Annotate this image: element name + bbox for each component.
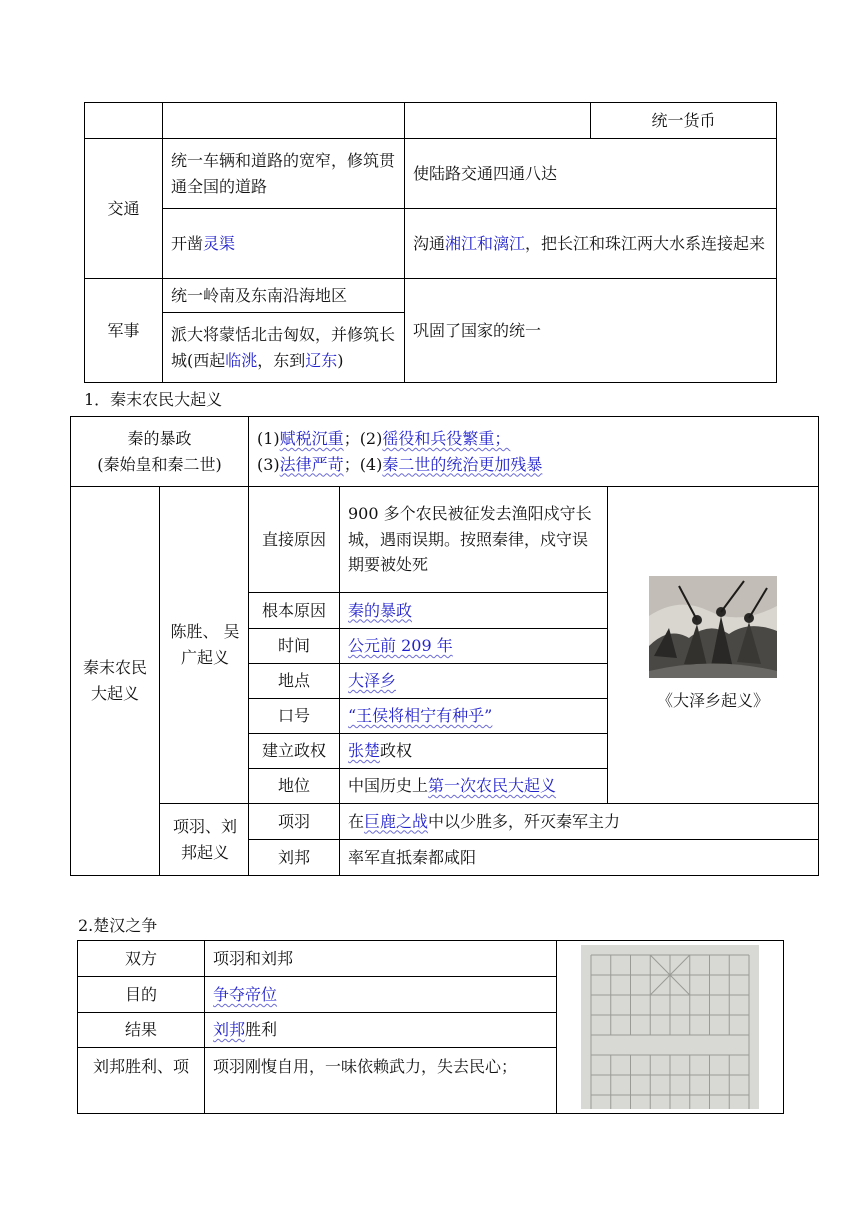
row-value — [340, 629, 608, 664]
empty-cell — [163, 103, 405, 139]
painting-cell — [608, 487, 819, 804]
law-link: 法律严苛 — [279, 454, 344, 474]
julu-link: 巨鹿之战 — [364, 811, 429, 831]
row-value — [340, 664, 608, 699]
traffic-effect-2 — [405, 209, 777, 279]
row-value — [340, 593, 608, 629]
uprising-label: 秦末农民大起义 — [71, 487, 160, 876]
uprising-table — [70, 416, 819, 876]
text: ；(4) — [343, 454, 383, 474]
painting-caption: 《大泽乡起义》 — [657, 691, 770, 711]
status-link: 第一次农民大起义 — [428, 776, 557, 796]
traffic-label: 交通 — [85, 139, 163, 279]
row-key: 直接原因 — [249, 487, 340, 593]
slogan-link: “王侯将相宁有种乎” — [348, 706, 493, 726]
traffic-measure-1: 统一车辆和道路的宽窄，修筑贯通全国的道路 — [163, 139, 405, 209]
row-key: 地点 — [249, 664, 340, 699]
chess-cell — [557, 941, 784, 1114]
row-key: 刘邦胜利、项 — [78, 1047, 205, 1113]
text: 沟通 — [413, 233, 446, 253]
corvee-link: 徭役和兵役繁重； — [382, 428, 511, 448]
row-value — [340, 769, 608, 804]
row-key: 目的 — [78, 977, 205, 1013]
row-value — [340, 804, 819, 840]
tyranny-label-1: 秦的暴政 — [127, 428, 192, 448]
lintao-link: 临洮 — [225, 350, 258, 370]
row-key: 刘邦 — [249, 840, 340, 876]
military-measure-1: 统一岭南及东南沿海地区 — [163, 279, 405, 313]
text: 中国历史上 — [348, 776, 429, 796]
text: (3) — [257, 454, 280, 474]
row-value: 900 多个农民被征发去渔阳戍守长城，遇雨误期。按照秦律，戍守误期要被处死 — [340, 487, 608, 593]
chinese-chess-board — [581, 945, 759, 1109]
winner-link: 刘邦 — [213, 1020, 246, 1040]
row-key: 结果 — [78, 1013, 205, 1047]
section2-heading: 2.楚汉之争 — [78, 916, 158, 935]
text: (1) — [257, 428, 280, 448]
chenwu-label: 陈胜、 吴广起义 — [160, 487, 249, 804]
text: 政权 — [380, 741, 413, 761]
chuhan-table — [77, 940, 784, 1114]
lingqu-link: 灵渠 — [203, 233, 236, 253]
currency-cell: 统一货币 — [591, 103, 777, 139]
traffic-effect-1: 使陆路交通四通八达 — [405, 139, 777, 209]
text: ) — [337, 350, 344, 370]
section1-heading: 1．秦末农民大起义 — [84, 390, 223, 409]
cause-link: 秦的暴政 — [348, 600, 413, 620]
regime-link: 张楚 — [348, 741, 381, 761]
row-value — [340, 699, 608, 734]
row-key: 双方 — [78, 941, 205, 977]
row-key: 地位 — [249, 769, 340, 804]
row-value — [205, 1013, 557, 1047]
row-key: 时间 — [249, 629, 340, 664]
empty-cell — [405, 103, 591, 139]
row-value — [340, 734, 608, 769]
tax-link: 赋税沉重 — [279, 428, 344, 448]
row-value: 项羽和刘邦 — [205, 941, 557, 977]
text: 中以少胜多，歼灭秦军主力 — [428, 811, 621, 831]
place-link: 大泽乡 — [348, 671, 397, 691]
unification-table — [84, 102, 777, 383]
military-effect: 巩固了国家的统一 — [405, 279, 777, 383]
empty-cell — [85, 103, 163, 139]
tyranny-line-2 — [257, 452, 810, 478]
text: ，把长江和珠江两大水系连接起来 — [525, 233, 766, 253]
tyranny-label-2: (秦始皇和秦二世) — [97, 454, 222, 474]
military-label: 军事 — [85, 279, 163, 383]
row-value — [205, 977, 557, 1013]
text: 在 — [348, 811, 365, 831]
text: 派大将蒙恬北击匈奴，并修筑长城(西起 — [171, 324, 396, 370]
row-key: 建立政权 — [249, 734, 340, 769]
dazexiang-painting — [649, 576, 777, 678]
goal-link: 争夺帝位 — [213, 985, 278, 1004]
tyranny-content — [249, 417, 819, 487]
row-key: 项羽 — [249, 804, 340, 840]
military-measure-2 — [163, 313, 405, 383]
text: ，东到 — [257, 350, 306, 370]
rivers-link: 湘江和漓江 — [445, 233, 526, 253]
text: ；(2) — [343, 428, 383, 448]
row-value: 项羽刚愎自用，一味依赖武力，失去民心； — [205, 1047, 557, 1113]
text: 胜利 — [245, 1020, 278, 1040]
tyranny-line-1 — [257, 426, 810, 452]
liaodong-link: 辽东 — [305, 350, 338, 370]
row-value: 率军直抵秦都咸阳 — [340, 840, 819, 876]
text: 开凿 — [171, 233, 204, 253]
traffic-measure-2 — [163, 209, 405, 279]
qin2-link: 秦二世的统治更加残暴 — [382, 454, 543, 474]
time-link: 公元前 209 年 — [348, 636, 453, 656]
row-key: 口号 — [249, 699, 340, 734]
tyranny-label — [71, 417, 249, 487]
row-key: 根本原因 — [249, 593, 340, 629]
xiangliu-label: 项羽、刘邦起义 — [160, 804, 249, 876]
